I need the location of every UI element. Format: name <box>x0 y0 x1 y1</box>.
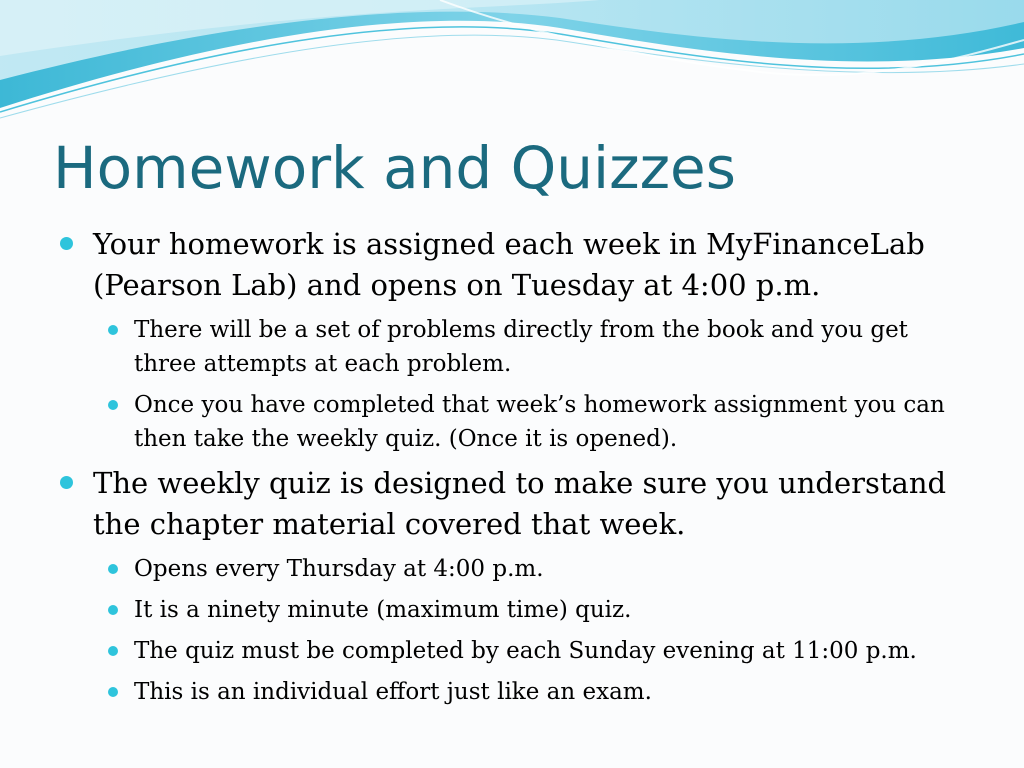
bullet-item-homework <box>60 224 960 306</box>
bullet-icon <box>60 476 73 489</box>
sub-bullet-item <box>102 593 960 627</box>
sub-bullet-text: This is an individual effort just like an exam. <box>134 679 652 705</box>
sub-bullet-item <box>102 552 960 586</box>
sub-bullet-icon <box>108 605 118 615</box>
sub-bullet-icon <box>108 564 118 574</box>
sub-bullet-text: It is a ninety minute (maximum time) quiz. <box>134 597 632 623</box>
sub-bullet-item <box>102 675 960 709</box>
sub-bullet-text: There will be a set of problems directly from the book and you get three attempts at each problem. <box>134 317 908 377</box>
sub-bullet-icon <box>108 687 118 697</box>
bullet-list <box>60 224 960 716</box>
sub-bullet-item <box>102 313 960 381</box>
sub-bullet-item <box>102 388 960 456</box>
bullet-text: Your homework is assigned each week in MyFinanceLab (Pearson Lab) and opens on Tuesday at 4:00 p.m. <box>93 227 925 302</box>
sub-bullet-list <box>102 310 960 456</box>
sub-bullet-text: Opens every Thursday at 4:00 p.m. <box>134 556 544 582</box>
bullet-text: The weekly quiz is designed to make sure you understand the chapter material covered that week. <box>93 466 947 541</box>
sub-bullet-text: The quiz must be completed by each Sunday evening at 11:00 p.m. <box>134 638 917 664</box>
bullet-item-quiz <box>60 463 960 545</box>
header-wave-decoration <box>0 0 1024 130</box>
sub-bullet-icon <box>108 646 118 656</box>
sub-bullet-text: Once you have completed that week’s homework assignment you can then take the weekly quiz. (Once it is opened). <box>134 392 945 452</box>
sub-bullet-icon <box>108 400 118 410</box>
bullet-icon <box>60 237 73 250</box>
slide-title: Homework and Quizzes <box>53 134 736 202</box>
sub-bullet-list <box>102 549 960 709</box>
sub-bullet-item <box>102 634 960 668</box>
sub-bullet-icon <box>108 325 118 335</box>
